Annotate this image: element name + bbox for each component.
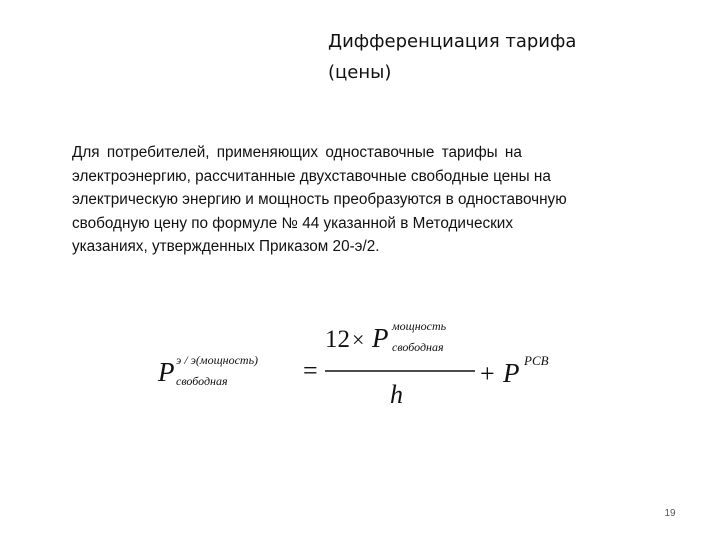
rhs-symbol: P [503,358,520,388]
lhs-subscript: свободная [176,374,228,388]
lhs-superscript: э / э(мощность) [176,353,259,367]
title-line: Дифференциация тарифа [328,31,577,52]
body-line: свободную цену по формуле № 44 указанной в Методических [72,214,513,232]
numerator-subscript: свободная [392,340,444,354]
title-line: (цены) [328,62,392,83]
body-line: Для потребителей, применяющих одноставочные тарифы на [72,144,522,161]
lhs-symbol: P [158,357,175,387]
formula-svg [155,305,595,415]
rhs-superscript: РСВ [524,353,549,368]
numerator-coefficient: 12 [325,326,350,353]
denominator: h [390,380,403,409]
body-line: электрическую энергию и мощность преобразуются в одноставочную [72,191,567,208]
formula [155,305,595,415]
body-line: указаниях, утвержденных Приказом 20-э/2. [72,238,380,255]
plus-sign: + [480,359,495,388]
body-line: электроэнергию, рассчитанные двухставочные свободные цены на [72,167,551,185]
numerator-superscript: мощность [392,319,447,333]
numerator-symbol: P [372,323,389,353]
page-number: 19 [664,508,676,519]
times-sign: × [352,327,365,352]
slide-title [328,26,668,88]
equals-sign: = [303,356,318,385]
body-paragraph [72,141,672,259]
